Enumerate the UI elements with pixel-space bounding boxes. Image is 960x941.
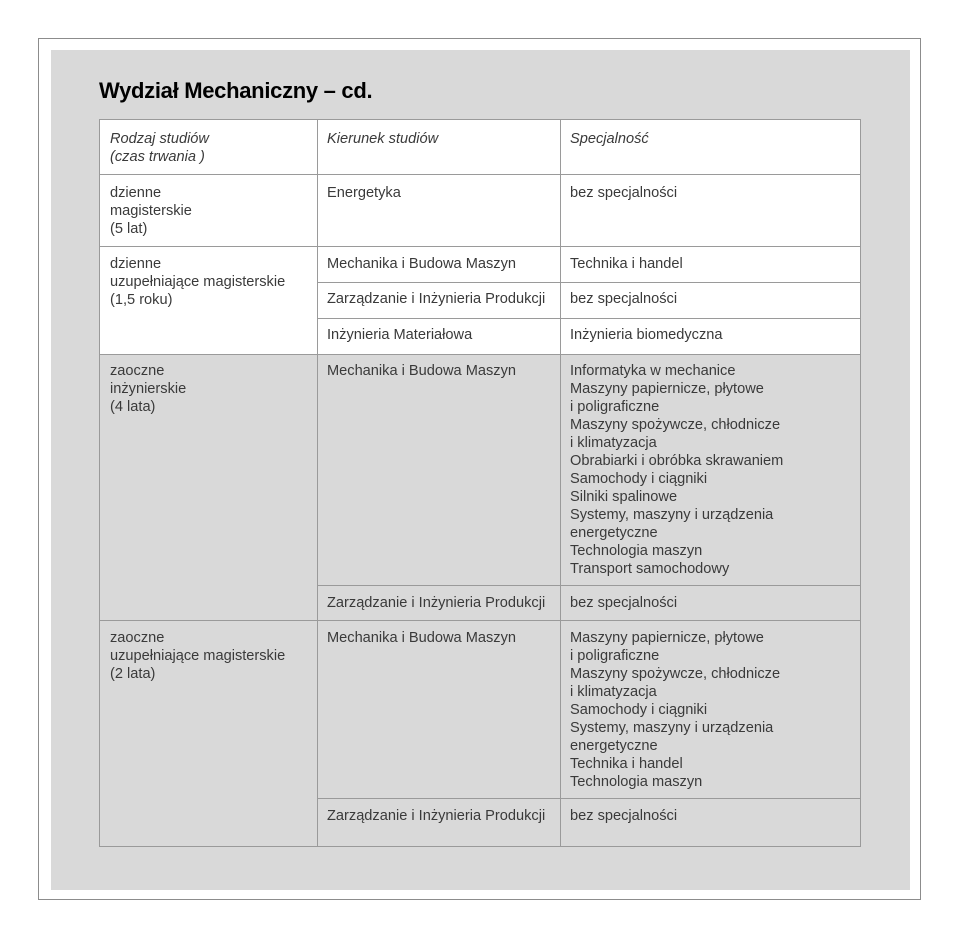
specjalnosc-cell: bez specjalności <box>570 185 678 201</box>
kierunek-cell: Mechanika i Budowa Maszyn <box>327 363 516 379</box>
specjalnosc-cell: Informatyka w mechanice Maszyny papiernicze, płytowe i poligraficzne Maszyny spożywcze, chłodnicze i klimatyzacja Obrabiarki i obróbka skrawaniem Samochody i ciągniki Silniki spalinowe Systemy, maszyny i urządzenia energetyczne Technologia maszyn Transport samochodowy <box>570 363 784 577</box>
kierunek-cell: Energetyka <box>327 185 401 201</box>
row-divider <box>317 282 860 283</box>
studies-table <box>99 119 861 847</box>
kierunek-cell: Zarządzanie i Inżynieria Produkcji <box>327 595 546 611</box>
header-kierunek: Kierunek studiów <box>327 131 439 147</box>
specjalnosc-cell: Inżynieria biomedyczna <box>570 327 723 343</box>
header-rodzaj: Rodzaj studiów (czas trwania ) <box>110 131 209 165</box>
kierunek-cell: Inżynieria Materiałowa <box>327 327 473 343</box>
row-divider <box>317 798 860 799</box>
row-divider <box>100 246 860 247</box>
rodzaj-cell: dzienne magisterskie (5 lat) <box>110 185 192 237</box>
rodzaj-cell: zaoczne inżynierskie (4 lata) <box>110 363 187 415</box>
kierunek-cell: Zarządzanie i Inżynieria Produkcji <box>327 291 546 307</box>
row-divider <box>317 585 860 586</box>
specjalnosc-cell: bez specjalności <box>570 291 678 307</box>
specjalnosc-cell: bez specjalności <box>570 595 678 611</box>
specjalnosc-cell: Maszyny papiernicze, płytowe i poligraficzne Maszyny spożywcze, chłodnicze i klimatyzacja Samochody i ciągniki Systemy, maszyny i urządzenia energetyczne Technika i handel Technologia maszyn <box>570 630 781 790</box>
kierunek-cell: Mechanika i Budowa Maszyn <box>327 630 516 646</box>
row-divider <box>100 620 860 621</box>
specjalnosc-cell: Technika i handel <box>570 256 683 272</box>
page-title: Wydział Mechaniczny – cd. <box>99 78 373 103</box>
kierunek-cell: Zarządzanie i Inżynieria Produkcji <box>327 808 546 824</box>
header-specjalnosc: Specjalność <box>570 131 649 147</box>
kierunek-cell: Mechanika i Budowa Maszyn <box>327 256 516 272</box>
column-divider <box>317 120 318 846</box>
row-divider <box>100 174 860 175</box>
specjalnosc-cell: bez specjalności <box>570 808 678 824</box>
column-divider <box>560 120 561 846</box>
rodzaj-cell: zaoczne uzupełniające magisterskie (2 lata) <box>110 630 286 682</box>
row-divider <box>317 318 860 319</box>
rodzaj-cell: dzienne uzupełniające magisterskie (1,5 roku) <box>110 256 286 308</box>
row-divider <box>100 354 860 355</box>
